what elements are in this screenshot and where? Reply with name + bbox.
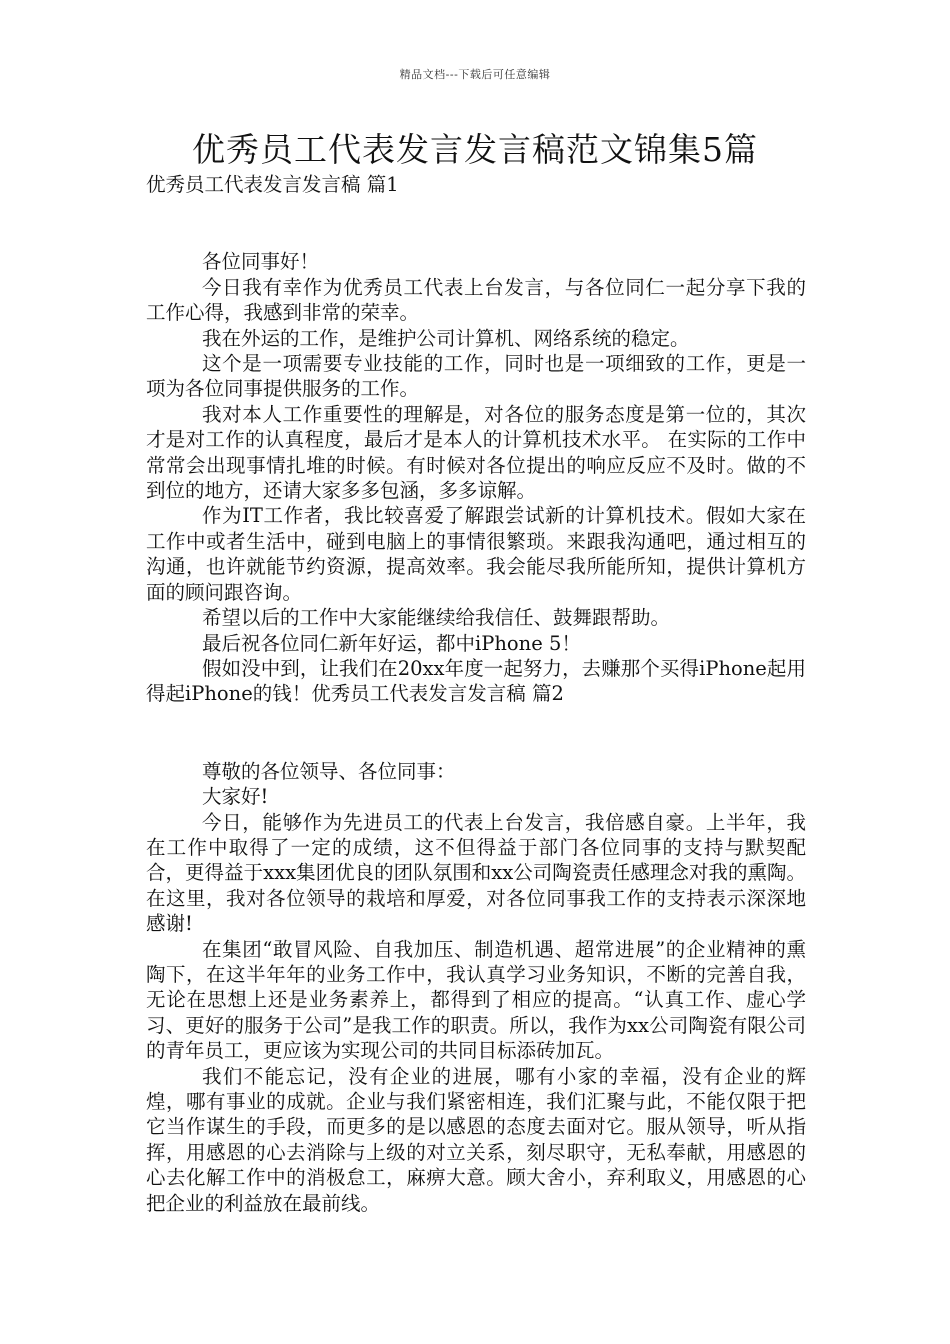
paragraph: 最后祝各位同仁新年好运，都中iPhone 5！ (202, 631, 581, 655)
paragraph: 我在外运的工作，是维护公司计算机、网络系统的稳定。 (202, 326, 690, 350)
paragraph: 今日我有幸作为优秀员工代表上台发言，与各位同仁一起分享下我的工作心得，我感到非常的荣幸。 (146, 275, 806, 325)
spacer (146, 197, 806, 249)
paragraph: 作为IT工作者，我比较喜爱了解跟尝试新的计算机技术。假如大家在工作中或者生活中，碰到电脑上的事情很繁琐。来跟我沟通吧，通过相互的沟通，也许就能节约资源，提高效率。我会能尽我所能所知，提供计算机方面的顾问跟咨询。 (146, 504, 806, 604)
paragraph-with-section-heading-2: 假如没中到，让我们在20xx年度一起努力，去赚那个买得iPhone起用得起iPhone的钱！优秀员工代表发言发言稿 篇2 (146, 656, 806, 706)
header-note: 精品文档---下载后可任意编辑 (399, 68, 551, 81)
paragraph: 这个是一项需要专业技能的工作，同时也是一项细致的工作，更是一项为各位同事提供服务的工作。 (146, 352, 806, 401)
spacer (146, 707, 806, 759)
paragraph: 我对本人工作重要性的理解是，对各位的服务态度是第一位的，其次才是对工作的认真程度，最后才是本人的计算机技术水平。 在实际的工作中常常会出现事情扎堆的时候。有时候对各位提出的响应反应不及时。做的不到位的地方，还请大家多多包涵，多多谅解。 (146, 402, 806, 503)
paragraph: 在集团“敢冒风险、自我加压、制造机遇、超常进展”的企业精神的熏陶下，在这半年年的业务工作中，我认真学习业务知识，不断的完善自我，无论在思想上还是业务素养上，都得到了相应的提高。“认真工作、虚心学习、更好的服务于公司”是我工作的职责。所以，我作为xx公司陶瓷有限公司的青年员工，更应该为实现公司的共同目标添砖加瓦。 (146, 937, 806, 1063)
paragraph: 大家好! (202, 785, 269, 809)
paragraph: 我们不能忘记，没有企业的进展，哪有小家的幸福，没有企业的辉煌，哪有事业的成就。企业与我们紧密相连，我们汇聚与此，不能仅限于把它当作谋生的手段，而更多的是以感恩的态度去面对它。服从领导，听从指挥，用感恩的心去消除与上级的对立关系，刻尽职守，无私奉献，用感恩的心去化解工作中的消极怠工，麻痹大意。顾大舍小，弃利取义，用感恩的心把企业的利益放在最前线。 (146, 1064, 806, 1215)
paragraph: 希望以后的工作中大家能继续给我信任、鼓舞跟帮助。 (202, 606, 671, 630)
paragraph: 各位同事好！ (202, 250, 320, 274)
paragraph: 今日，能够作为先进员工的代表上台发言，我倍感自豪。上半年，我在工作中取得了一定的成绩，这不但得益于部门各位同事的支持与默契配合，更得益于xxx集团优良的团队氛围和xx公司陶瓷责任感理念对我的熏陶。在这里，我对各位领导的栽培和厚爱，对各位同事我工作的支持表示深深地感谢! (146, 810, 806, 936)
document-body (146, 172, 806, 1216)
section-heading-1: 优秀员工代表发言发言稿 篇1 (146, 173, 399, 196)
paragraph: 尊敬的各位领导、各位同事： (202, 759, 456, 783)
document-title: 优秀员工代表发言发言稿范文锦集5篇 (192, 130, 758, 169)
